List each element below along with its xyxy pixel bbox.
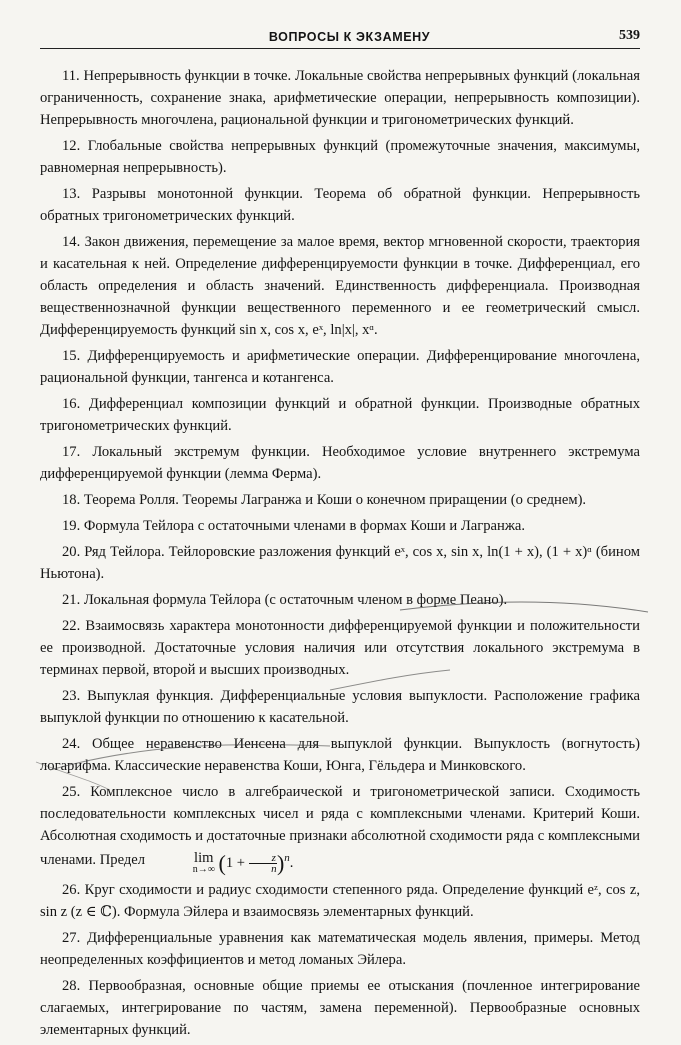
question-number: 21. [62,592,81,608]
question-number: 26. [62,881,81,898]
formula-base: 1 + [225,854,246,871]
page-number: 539 [618,28,640,43]
question-text: Разрывы монотонной функции. Теорема об обратной функции. Непрерывность обратных тригонометрических функций. [40,186,640,224]
question-text: Непрерывность функции в точке. Локальные свойства непрерывных функций (локальная ограниченность, сохранение знака, арифметические операции, непрерывность композиции). Непрерывность многочлена, рациональной функции и тригонометрических функций. [40,68,640,128]
question-number: 27. [62,929,81,946]
fraction-denominator: n [271,863,277,876]
lim-operator [171,849,215,875]
question-text: Формула Тейлора с остаточными членами в формах Коши и Лагранжа. [83,518,526,534]
question-number: 15. [62,348,81,364]
question-text: Теорема Ролля. Теоремы Лагранжа и Коши о конечном приращении (о среднем). [83,492,587,508]
question-text: Комплексное число в алгебраической и тригонометрической записи. Сходимость последовательности комплексных чисел и ряда с комплексными членами. Критерий Коши. Абсолютная сходимость и достаточные признаки абсолютной сходимости ряда с комплексными членами. Предел [40,784,640,869]
question-item [40,879,640,923]
lim-subscript: n→∞ [192,863,215,875]
question-text: Локальная формула Тейлора (с остаточным членом в форме Пеано). [83,592,508,608]
question-text: Дифференциальные уравнения как математическая модель явления, примеры. Метод неопределенных коэффициентов и метод ломаных Эйлера. [40,929,640,968]
question-item [40,65,640,131]
question-number: 16. [62,396,81,412]
question-item [40,393,640,437]
question-text: Дифференциал композиции функций и обратной функции. Производные обратных тригонометрических функций. [40,396,640,434]
question-text: Взаимосвязь характера монотонности дифференцируемой функции и положительности ее производной. Достаточные условия наличия или отсутствия локального экстремума в терминах первой, второй и высших производных. [40,618,640,678]
question-item [40,685,640,729]
question-text: Выпуклая функция. Дифференциальные условия выпуклости. Расположение графика выпуклой функции по отношению к касательной. [40,688,640,726]
question-number: 25. [62,784,81,800]
page-header [40,28,640,49]
question-text: Общее неравенство Иенсена для выпуклой функции. Выпуклость (вогнутость) логарифма. Классические неравенства Коши, Юнга, Гёльдера и Минковского. [40,736,640,774]
question-number: 11. [62,68,80,84]
question-number: 12. [62,138,81,154]
question-text: Первообразная, основные общие приемы ее отыскания (почленное интегрирование слагаемых, интегрирование по частям, замена переменной). Первообразные основных элементарных функций. [40,977,640,1038]
running-title: ВОПРОСЫ К ЭКЗАМЕНУ [268,30,431,44]
lim-word: lim [194,849,214,866]
question-text: Круг сходимости и радиус сходимости степенного ряда. Определение функций eᶻ, cos z, sin z (z ∈ ℂ). Формула Эйлера и взаимосвязь элементарных функций. [40,881,640,920]
question-item [40,183,640,227]
question-item [40,733,640,777]
question-number: 19. [62,518,81,534]
fraction [249,853,277,874]
question-item [40,541,640,585]
question-item [40,615,640,681]
question-item [40,231,640,341]
question-text: Дифференцируемость и арифметические операции. Дифференцирование многочлена, рациональной функции, тангенса и котангенса. [40,348,640,386]
fraction-numerator: z [249,853,277,864]
question-item [40,135,640,179]
question-number: 28. [62,977,81,994]
question-number: 24. [62,736,81,752]
question-text: Ряд Тейлора. Тейлоровские разложения функций eˣ, cos x, sin x, ln(1 + x), (1 + x)ᵅ (бином Ньютона). [40,544,640,582]
question-item [40,441,640,485]
limit-formula: lim n→∞ (1 + $\frac{z}{n}$ )$^n$. [149,847,294,875]
question-item [40,345,640,389]
question-number: 17. [62,444,81,460]
book-page [40,28,640,1045]
formula-exponent: n [284,852,290,864]
question-item [40,515,640,537]
question-item [40,589,640,611]
question-number: 20. [62,544,81,560]
question-number: 13. [62,186,81,202]
question-number: 14. [62,234,81,250]
question-text: Глобальные свойства непрерывных функций (промежуточные значения, максимумы, равномерная непрерывность). [40,138,640,176]
question-number: 22. [62,618,81,634]
question-item [40,975,640,1041]
formula-end: . [289,854,294,871]
question-number: 18. [62,492,81,508]
question-item [40,489,640,511]
question-item [40,927,640,971]
question-text: Закон движения, перемещение за малое время, вектор мгновенной скорости, траектория и касательная к ней. Определение дифференцируемости функции в точке. Дифференциал, его область определения и область значений. Единственность дифференциала. Производная вещественнозначной функции вещественного переменного и ее геометрический смысл. Дифференцируемость функций sin x, cos x, eˣ, ln|x|, xᵅ. [40,234,640,338]
question-text: Локальный экстремум функции. Необходимое условие внутреннего экстремума дифференцируемой функции (лемма Ферма). [40,444,640,482]
question-item [40,781,640,875]
question-number: 23. [62,688,81,704]
question-list [40,65,640,1041]
